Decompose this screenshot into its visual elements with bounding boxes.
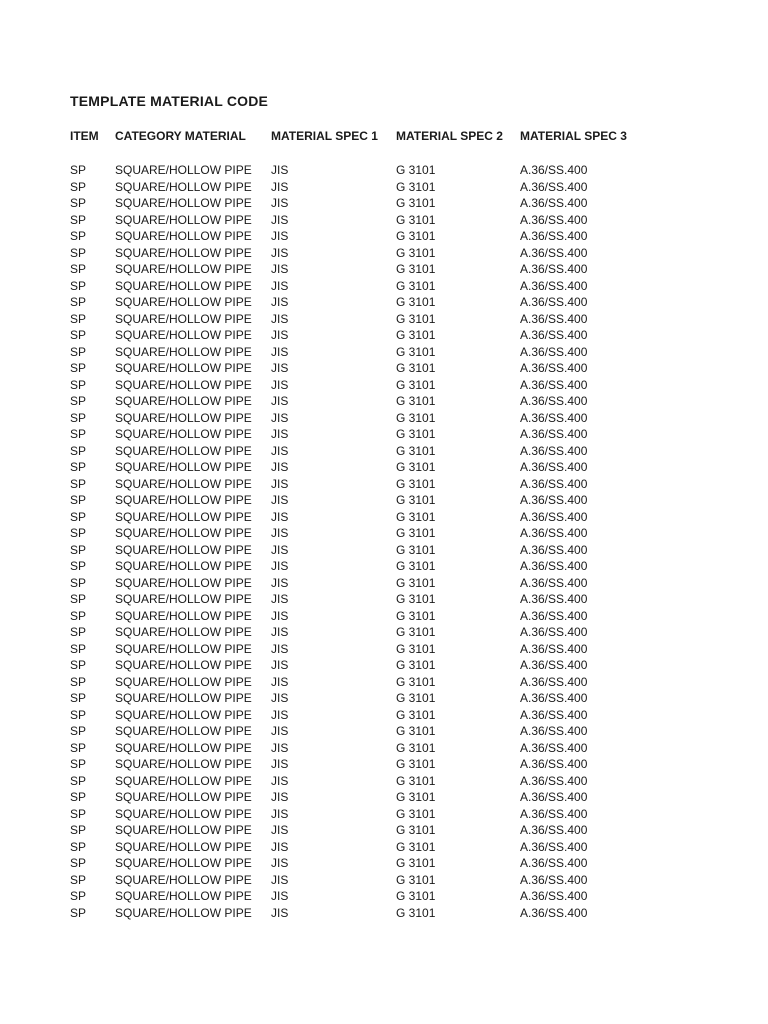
- table-row: [0, 311, 768, 328]
- item-cell: SP: [70, 295, 87, 309]
- table-row: [0, 261, 768, 278]
- material-spec-2-cell: G 3101: [396, 163, 436, 177]
- material-spec-1-cell: JIS: [271, 460, 289, 474]
- item-cell: SP: [70, 691, 87, 705]
- material-spec-1-cell: JIS: [271, 691, 289, 705]
- material-spec-3-cell: A.36/SS.400: [520, 806, 588, 821]
- category-material-cell: SQUARE/HOLLOW PIPE: [115, 674, 252, 689]
- material-spec-1-cell: JIS: [271, 361, 289, 375]
- table-row: [0, 492, 768, 509]
- material-spec-2-cell: G 3101: [396, 526, 436, 540]
- category-material-cell: SQUARE/HOLLOW PIPE: [115, 823, 252, 837]
- material-spec-1-cell: JIS: [271, 212, 289, 227]
- category-material-cell: SQUARE/HOLLOW PIPE: [115, 592, 252, 606]
- table-row: [0, 740, 768, 757]
- material-spec-2-cell: G 3101: [396, 344, 436, 359]
- material-spec-3-cell: A.36/SS.400: [520, 394, 588, 408]
- item-cell: SP: [70, 394, 87, 408]
- table-row: [0, 245, 768, 262]
- category-material-cell: SQUARE/HOLLOW PIPE: [115, 542, 252, 557]
- category-material-cell: SQUARE/HOLLOW PIPE: [115, 328, 252, 342]
- material-spec-1-cell: JIS: [271, 674, 289, 689]
- material-spec-2-cell: G 3101: [396, 460, 436, 474]
- table-row: [0, 278, 768, 295]
- column-header-item: ITEM: [70, 129, 99, 143]
- table-row: [0, 195, 768, 212]
- material-spec-2-cell: G 3101: [396, 542, 436, 557]
- material-spec-2-cell: G 3101: [396, 905, 436, 920]
- column-header-material-spec-1: MATERIAL SPEC 1: [271, 129, 378, 143]
- table-row: [0, 525, 768, 542]
- column-header-material-spec-2: MATERIAL SPEC 2: [396, 129, 503, 143]
- material-spec-3-cell: A.36/SS.400: [520, 262, 588, 276]
- item-cell: SP: [70, 245, 87, 260]
- item-cell: SP: [70, 410, 87, 425]
- table-row: [0, 443, 768, 460]
- table-row: [0, 756, 768, 773]
- material-spec-1-cell: JIS: [271, 427, 289, 441]
- item-cell: SP: [70, 889, 87, 903]
- material-spec-2-cell: G 3101: [396, 592, 436, 606]
- table-row: [0, 393, 768, 410]
- table-row: [0, 509, 768, 526]
- material-spec-3-cell: A.36/SS.400: [520, 476, 588, 491]
- category-material-cell: SQUARE/HOLLOW PIPE: [115, 625, 252, 639]
- material-spec-1-cell: JIS: [271, 905, 289, 920]
- material-spec-2-cell: G 3101: [396, 823, 436, 837]
- item-cell: SP: [70, 806, 87, 821]
- item-cell: SP: [70, 856, 87, 870]
- category-material-cell: SQUARE/HOLLOW PIPE: [115, 724, 252, 738]
- item-cell: SP: [70, 262, 87, 276]
- material-spec-3-cell: A.36/SS.400: [520, 856, 588, 870]
- table-body: [0, 162, 768, 921]
- document-title: TEMPLATE MATERIAL CODE: [70, 93, 269, 109]
- material-spec-1-cell: JIS: [271, 377, 289, 392]
- material-spec-1-cell: JIS: [271, 608, 289, 623]
- table-row: [0, 690, 768, 707]
- material-spec-2-cell: G 3101: [396, 691, 436, 705]
- material-spec-1-cell: JIS: [271, 410, 289, 425]
- item-cell: SP: [70, 163, 87, 177]
- table-row: [0, 459, 768, 476]
- material-spec-2-cell: G 3101: [396, 196, 436, 210]
- item-cell: SP: [70, 757, 87, 771]
- category-material-cell: SQUARE/HOLLOW PIPE: [115, 806, 252, 821]
- material-spec-3-cell: A.36/SS.400: [520, 724, 588, 738]
- table-row: [0, 294, 768, 311]
- item-cell: SP: [70, 707, 87, 722]
- item-cell: SP: [70, 443, 87, 458]
- item-cell: SP: [70, 823, 87, 837]
- material-spec-2-cell: G 3101: [396, 361, 436, 375]
- item-cell: SP: [70, 658, 87, 672]
- material-spec-1-cell: JIS: [271, 295, 289, 309]
- material-spec-3-cell: A.36/SS.400: [520, 905, 588, 920]
- item-cell: SP: [70, 674, 87, 689]
- material-spec-2-cell: G 3101: [396, 889, 436, 903]
- category-material-cell: SQUARE/HOLLOW PIPE: [115, 493, 252, 507]
- material-spec-3-cell: A.36/SS.400: [520, 328, 588, 342]
- category-material-cell: SQUARE/HOLLOW PIPE: [115, 839, 252, 854]
- category-material-cell: SQUARE/HOLLOW PIPE: [115, 278, 252, 293]
- table-row: [0, 558, 768, 575]
- material-spec-3-cell: A.36/SS.400: [520, 674, 588, 689]
- category-material-cell: SQUARE/HOLLOW PIPE: [115, 575, 252, 590]
- table-row: [0, 162, 768, 179]
- material-spec-3-cell: A.36/SS.400: [520, 229, 588, 243]
- material-spec-3-cell: A.36/SS.400: [520, 889, 588, 903]
- material-spec-1-cell: JIS: [271, 707, 289, 722]
- material-spec-1-cell: JIS: [271, 542, 289, 557]
- item-cell: SP: [70, 608, 87, 623]
- material-spec-1-cell: JIS: [271, 773, 289, 788]
- material-spec-3-cell: A.36/SS.400: [520, 311, 588, 326]
- material-spec-2-cell: G 3101: [396, 674, 436, 689]
- category-material-cell: SQUARE/HOLLOW PIPE: [115, 872, 252, 887]
- material-spec-1-cell: JIS: [271, 394, 289, 408]
- material-spec-1-cell: JIS: [271, 757, 289, 771]
- material-spec-1-cell: JIS: [271, 872, 289, 887]
- material-spec-1-cell: JIS: [271, 658, 289, 672]
- table-row: [0, 822, 768, 839]
- table-row: [0, 839, 768, 856]
- material-spec-2-cell: G 3101: [396, 493, 436, 507]
- table-row: [0, 608, 768, 625]
- table-row: [0, 377, 768, 394]
- category-material-cell: SQUARE/HOLLOW PIPE: [115, 707, 252, 722]
- material-spec-1-cell: JIS: [271, 311, 289, 326]
- category-material-cell: SQUARE/HOLLOW PIPE: [115, 427, 252, 441]
- material-spec-3-cell: A.36/SS.400: [520, 460, 588, 474]
- category-material-cell: SQUARE/HOLLOW PIPE: [115, 889, 252, 903]
- item-cell: SP: [70, 179, 87, 194]
- category-material-cell: SQUARE/HOLLOW PIPE: [115, 311, 252, 326]
- material-spec-2-cell: G 3101: [396, 410, 436, 425]
- category-material-cell: SQUARE/HOLLOW PIPE: [115, 196, 252, 210]
- material-spec-2-cell: G 3101: [396, 245, 436, 260]
- material-spec-2-cell: G 3101: [396, 328, 436, 342]
- material-spec-3-cell: A.36/SS.400: [520, 691, 588, 705]
- material-spec-2-cell: G 3101: [396, 724, 436, 738]
- category-material-cell: SQUARE/HOLLOW PIPE: [115, 856, 252, 870]
- category-material-cell: SQUARE/HOLLOW PIPE: [115, 790, 252, 804]
- item-cell: SP: [70, 344, 87, 359]
- material-spec-1-cell: JIS: [271, 839, 289, 854]
- material-spec-1-cell: JIS: [271, 476, 289, 491]
- table-row: [0, 228, 768, 245]
- table-row: [0, 707, 768, 724]
- category-material-cell: SQUARE/HOLLOW PIPE: [115, 509, 252, 524]
- material-spec-3-cell: A.36/SS.400: [520, 163, 588, 177]
- material-spec-2-cell: G 3101: [396, 278, 436, 293]
- material-spec-2-cell: G 3101: [396, 377, 436, 392]
- item-cell: SP: [70, 212, 87, 227]
- category-material-cell: SQUARE/HOLLOW PIPE: [115, 905, 252, 920]
- material-spec-2-cell: G 3101: [396, 394, 436, 408]
- category-material-cell: SQUARE/HOLLOW PIPE: [115, 526, 252, 540]
- material-spec-1-cell: JIS: [271, 592, 289, 606]
- table-row: [0, 344, 768, 361]
- material-spec-2-cell: G 3101: [396, 872, 436, 887]
- item-cell: SP: [70, 460, 87, 474]
- item-cell: SP: [70, 839, 87, 854]
- material-spec-3-cell: A.36/SS.400: [520, 872, 588, 887]
- table-row: [0, 360, 768, 377]
- category-material-cell: SQUARE/HOLLOW PIPE: [115, 361, 252, 375]
- material-spec-3-cell: A.36/SS.400: [520, 179, 588, 194]
- table-row: [0, 773, 768, 790]
- material-spec-1-cell: JIS: [271, 806, 289, 821]
- item-cell: SP: [70, 641, 87, 656]
- material-spec-1-cell: JIS: [271, 641, 289, 656]
- material-spec-3-cell: A.36/SS.400: [520, 658, 588, 672]
- category-material-cell: SQUARE/HOLLOW PIPE: [115, 559, 252, 573]
- material-spec-2-cell: G 3101: [396, 740, 436, 755]
- category-material-cell: SQUARE/HOLLOW PIPE: [115, 443, 252, 458]
- item-cell: SP: [70, 773, 87, 788]
- material-spec-3-cell: A.36/SS.400: [520, 740, 588, 755]
- material-spec-2-cell: G 3101: [396, 608, 436, 623]
- item-cell: SP: [70, 509, 87, 524]
- category-material-cell: SQUARE/HOLLOW PIPE: [115, 212, 252, 227]
- material-spec-1-cell: JIS: [271, 559, 289, 573]
- category-material-cell: SQUARE/HOLLOW PIPE: [115, 344, 252, 359]
- item-cell: SP: [70, 905, 87, 920]
- table-row: [0, 327, 768, 344]
- category-material-cell: SQUARE/HOLLOW PIPE: [115, 641, 252, 656]
- item-cell: SP: [70, 575, 87, 590]
- material-spec-3-cell: A.36/SS.400: [520, 707, 588, 722]
- item-cell: SP: [70, 493, 87, 507]
- material-spec-2-cell: G 3101: [396, 856, 436, 870]
- item-cell: SP: [70, 872, 87, 887]
- item-cell: SP: [70, 476, 87, 491]
- material-spec-2-cell: G 3101: [396, 295, 436, 309]
- item-cell: SP: [70, 229, 87, 243]
- item-cell: SP: [70, 526, 87, 540]
- material-spec-3-cell: A.36/SS.400: [520, 823, 588, 837]
- table-row: [0, 641, 768, 658]
- column-header-category-material: CATEGORY MATERIAL: [115, 129, 246, 143]
- material-spec-2-cell: G 3101: [396, 311, 436, 326]
- table-row: [0, 674, 768, 691]
- material-spec-3-cell: A.36/SS.400: [520, 757, 588, 771]
- material-spec-1-cell: JIS: [271, 724, 289, 738]
- material-spec-1-cell: JIS: [271, 262, 289, 276]
- material-spec-3-cell: A.36/SS.400: [520, 625, 588, 639]
- material-spec-2-cell: G 3101: [396, 509, 436, 524]
- material-spec-3-cell: A.36/SS.400: [520, 542, 588, 557]
- table-row: [0, 888, 768, 905]
- material-spec-1-cell: JIS: [271, 526, 289, 540]
- material-spec-3-cell: A.36/SS.400: [520, 410, 588, 425]
- table-row: [0, 624, 768, 641]
- category-material-cell: SQUARE/HOLLOW PIPE: [115, 410, 252, 425]
- category-material-cell: SQUARE/HOLLOW PIPE: [115, 245, 252, 260]
- material-spec-2-cell: G 3101: [396, 575, 436, 590]
- material-spec-3-cell: A.36/SS.400: [520, 773, 588, 788]
- material-spec-3-cell: A.36/SS.400: [520, 559, 588, 573]
- category-material-cell: SQUARE/HOLLOW PIPE: [115, 460, 252, 474]
- material-spec-3-cell: A.36/SS.400: [520, 575, 588, 590]
- table-row: [0, 575, 768, 592]
- table-row: [0, 872, 768, 889]
- material-spec-2-cell: G 3101: [396, 229, 436, 243]
- item-cell: SP: [70, 790, 87, 804]
- material-spec-3-cell: A.36/SS.400: [520, 278, 588, 293]
- category-material-cell: SQUARE/HOLLOW PIPE: [115, 740, 252, 755]
- material-spec-3-cell: A.36/SS.400: [520, 377, 588, 392]
- category-material-cell: SQUARE/HOLLOW PIPE: [115, 394, 252, 408]
- material-spec-3-cell: A.36/SS.400: [520, 295, 588, 309]
- item-cell: SP: [70, 559, 87, 573]
- category-material-cell: SQUARE/HOLLOW PIPE: [115, 377, 252, 392]
- table-row: [0, 789, 768, 806]
- item-cell: SP: [70, 740, 87, 755]
- item-cell: SP: [70, 328, 87, 342]
- material-spec-1-cell: JIS: [271, 344, 289, 359]
- material-spec-3-cell: A.36/SS.400: [520, 361, 588, 375]
- material-spec-1-cell: JIS: [271, 575, 289, 590]
- category-material-cell: SQUARE/HOLLOW PIPE: [115, 163, 252, 177]
- material-spec-1-cell: JIS: [271, 740, 289, 755]
- material-spec-3-cell: A.36/SS.400: [520, 212, 588, 227]
- category-material-cell: SQUARE/HOLLOW PIPE: [115, 229, 252, 243]
- material-spec-2-cell: G 3101: [396, 212, 436, 227]
- material-spec-2-cell: G 3101: [396, 806, 436, 821]
- material-spec-2-cell: G 3101: [396, 658, 436, 672]
- material-spec-2-cell: G 3101: [396, 641, 436, 656]
- item-cell: SP: [70, 542, 87, 557]
- material-spec-2-cell: G 3101: [396, 427, 436, 441]
- material-spec-2-cell: G 3101: [396, 179, 436, 194]
- material-spec-1-cell: JIS: [271, 245, 289, 260]
- category-material-cell: SQUARE/HOLLOW PIPE: [115, 179, 252, 194]
- material-spec-1-cell: JIS: [271, 823, 289, 837]
- material-spec-1-cell: JIS: [271, 229, 289, 243]
- material-spec-1-cell: JIS: [271, 625, 289, 639]
- material-spec-3-cell: A.36/SS.400: [520, 839, 588, 854]
- material-spec-3-cell: A.36/SS.400: [520, 493, 588, 507]
- material-spec-1-cell: JIS: [271, 163, 289, 177]
- category-material-cell: SQUARE/HOLLOW PIPE: [115, 262, 252, 276]
- table-row: [0, 657, 768, 674]
- material-spec-3-cell: A.36/SS.400: [520, 592, 588, 606]
- item-cell: SP: [70, 377, 87, 392]
- table-header-row: [0, 127, 768, 145]
- category-material-cell: SQUARE/HOLLOW PIPE: [115, 658, 252, 672]
- item-cell: SP: [70, 625, 87, 639]
- material-spec-3-cell: A.36/SS.400: [520, 790, 588, 804]
- material-spec-2-cell: G 3101: [396, 790, 436, 804]
- item-cell: SP: [70, 311, 87, 326]
- category-material-cell: SQUARE/HOLLOW PIPE: [115, 608, 252, 623]
- table-row: [0, 476, 768, 493]
- material-spec-2-cell: G 3101: [396, 773, 436, 788]
- material-spec-3-cell: A.36/SS.400: [520, 608, 588, 623]
- category-material-cell: SQUARE/HOLLOW PIPE: [115, 773, 252, 788]
- category-material-cell: SQUARE/HOLLOW PIPE: [115, 691, 252, 705]
- material-spec-3-cell: A.36/SS.400: [520, 427, 588, 441]
- category-material-cell: SQUARE/HOLLOW PIPE: [115, 295, 252, 309]
- material-spec-2-cell: G 3101: [396, 559, 436, 573]
- material-spec-2-cell: G 3101: [396, 625, 436, 639]
- material-spec-2-cell: G 3101: [396, 757, 436, 771]
- table-row: [0, 212, 768, 229]
- material-spec-1-cell: JIS: [271, 278, 289, 293]
- item-cell: SP: [70, 278, 87, 293]
- material-spec-1-cell: JIS: [271, 196, 289, 210]
- column-header-material-spec-3: MATERIAL SPEC 3: [520, 129, 627, 143]
- material-spec-1-cell: JIS: [271, 328, 289, 342]
- material-spec-2-cell: G 3101: [396, 262, 436, 276]
- material-spec-3-cell: A.36/SS.400: [520, 509, 588, 524]
- table-row: [0, 806, 768, 823]
- material-spec-1-cell: JIS: [271, 509, 289, 524]
- table-row: [0, 179, 768, 196]
- material-spec-2-cell: G 3101: [396, 839, 436, 854]
- material-spec-1-cell: JIS: [271, 790, 289, 804]
- item-cell: SP: [70, 592, 87, 606]
- material-spec-2-cell: G 3101: [396, 476, 436, 491]
- material-spec-3-cell: A.36/SS.400: [520, 344, 588, 359]
- material-spec-3-cell: A.36/SS.400: [520, 641, 588, 656]
- item-cell: SP: [70, 724, 87, 738]
- material-spec-1-cell: JIS: [271, 889, 289, 903]
- table-row: [0, 855, 768, 872]
- item-cell: SP: [70, 196, 87, 210]
- material-spec-1-cell: JIS: [271, 179, 289, 194]
- category-material-cell: SQUARE/HOLLOW PIPE: [115, 757, 252, 771]
- table-row: [0, 905, 768, 922]
- item-cell: SP: [70, 361, 87, 375]
- material-spec-3-cell: A.36/SS.400: [520, 196, 588, 210]
- category-material-cell: SQUARE/HOLLOW PIPE: [115, 476, 252, 491]
- material-spec-3-cell: A.36/SS.400: [520, 526, 588, 540]
- item-cell: SP: [70, 427, 87, 441]
- material-spec-3-cell: A.36/SS.400: [520, 443, 588, 458]
- material-spec-1-cell: JIS: [271, 493, 289, 507]
- table-row: [0, 426, 768, 443]
- material-spec-3-cell: A.36/SS.400: [520, 245, 588, 260]
- table-row: [0, 410, 768, 427]
- table-row: [0, 723, 768, 740]
- material-spec-1-cell: JIS: [271, 443, 289, 458]
- table-row: [0, 542, 768, 559]
- table-row: [0, 591, 768, 608]
- material-spec-2-cell: G 3101: [396, 707, 436, 722]
- material-spec-2-cell: G 3101: [396, 443, 436, 458]
- material-spec-1-cell: JIS: [271, 856, 289, 870]
